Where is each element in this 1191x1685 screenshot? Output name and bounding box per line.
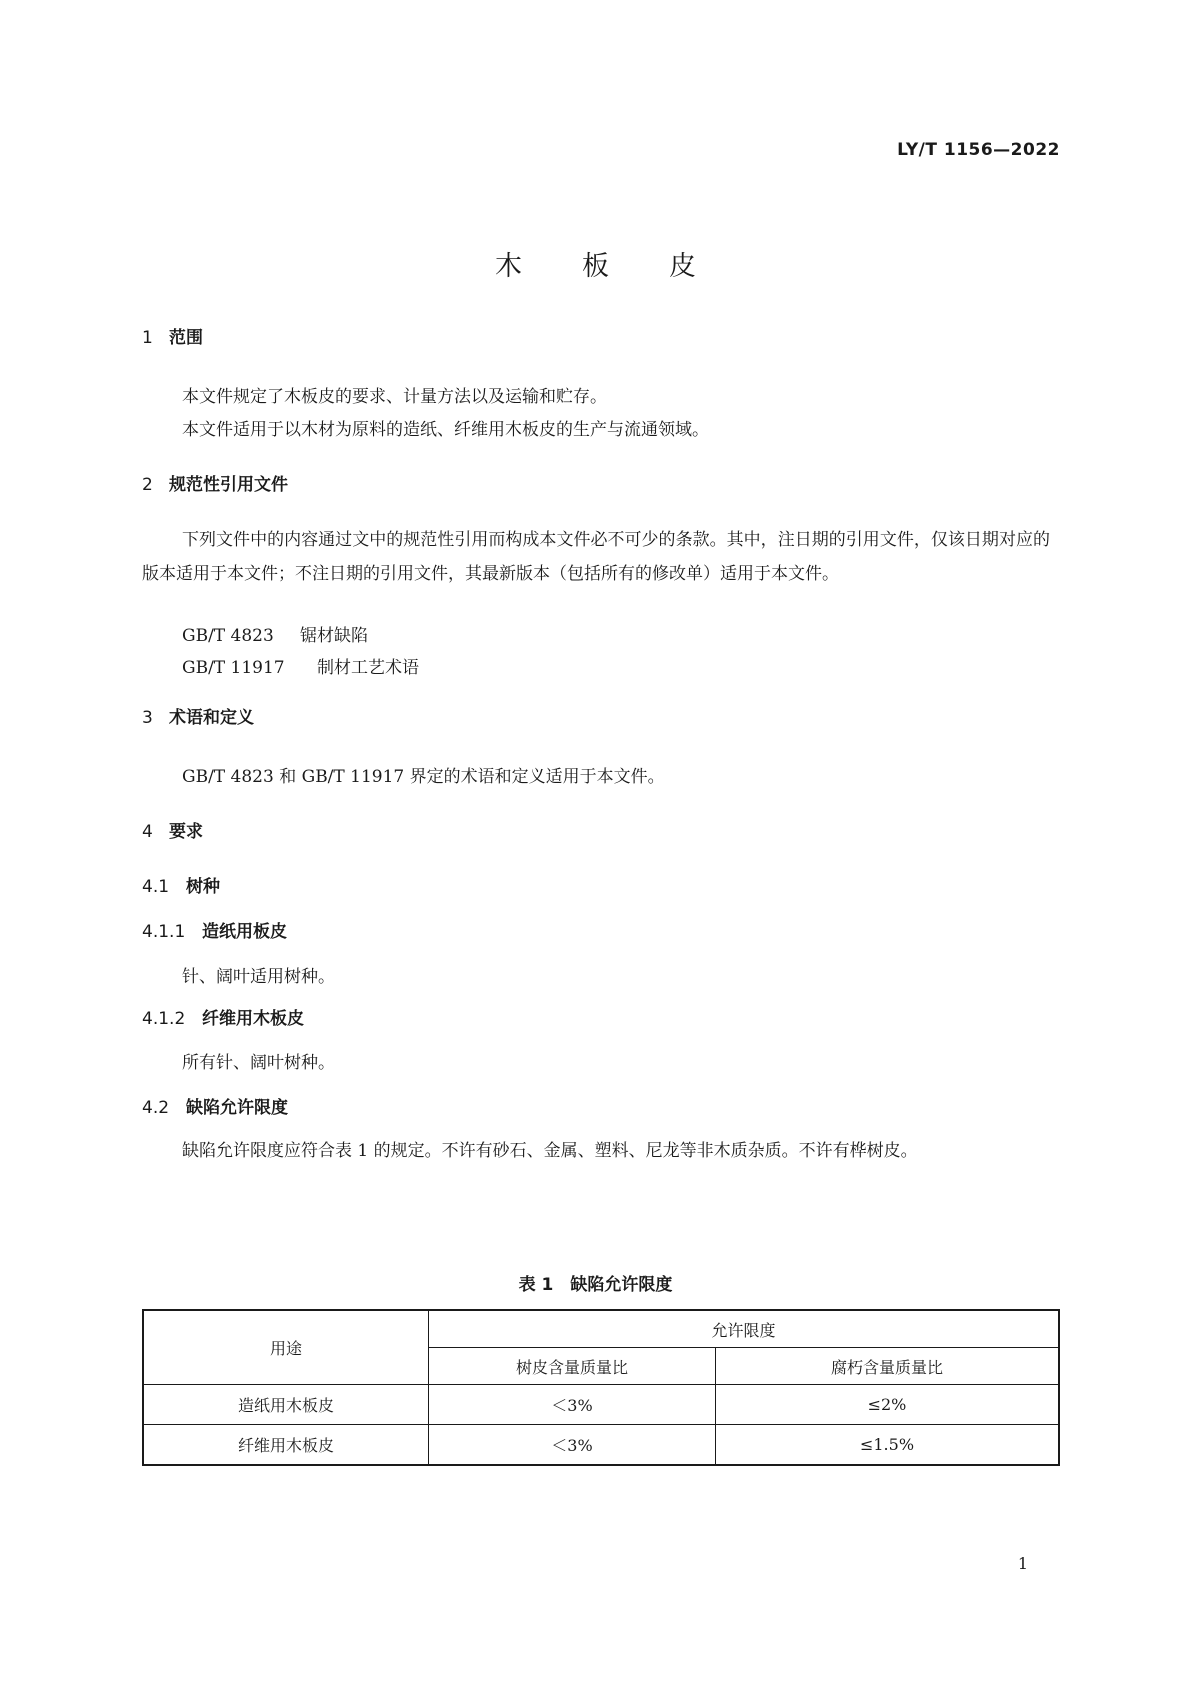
section-number: 2 bbox=[142, 475, 153, 495]
table-caption: 表 1 缺陷允许限度 bbox=[518, 1275, 673, 1295]
reference-code: GB/T 4823 bbox=[182, 626, 274, 646]
reference-name: 锯材缺陷 bbox=[300, 626, 368, 646]
header-rot: 腐朽含量质量比 bbox=[716, 1348, 1060, 1385]
cell-bark: ＜3% bbox=[429, 1385, 716, 1425]
section-2-heading bbox=[142, 470, 288, 495]
standard-code: LY/T 1156—2022 bbox=[897, 140, 1060, 160]
section-1-heading bbox=[142, 323, 203, 348]
paragraph: 本文件适用于以木材为原料的造纸、纤维用木板皮的生产与流通领域。 bbox=[182, 420, 709, 440]
section-number: 4 bbox=[142, 822, 153, 842]
section-title: 要求 bbox=[169, 822, 203, 842]
section-number: 4.2 bbox=[142, 1098, 170, 1118]
header-use: 用途 bbox=[143, 1310, 429, 1385]
page-number: 1 bbox=[1017, 1554, 1028, 1573]
section-number: 4.1.2 bbox=[142, 1009, 186, 1029]
section-3-heading bbox=[142, 703, 254, 728]
subsection-4-1-2-heading bbox=[142, 1004, 304, 1029]
section-title: 树种 bbox=[186, 877, 220, 897]
section-number: 4.1 bbox=[142, 877, 170, 897]
section-number: 3 bbox=[142, 708, 153, 728]
cell-rot: ≤2% bbox=[716, 1385, 1060, 1425]
header-limit: 允许限度 bbox=[429, 1310, 1060, 1348]
document-title bbox=[0, 244, 1191, 283]
header-bark: 树皮含量质量比 bbox=[429, 1348, 716, 1385]
cell-rot: ≤1.5% bbox=[716, 1425, 1060, 1466]
section-4-heading bbox=[142, 817, 203, 842]
paragraph: 本文件规定了木板皮的要求、计量方法以及运输和贮存。 bbox=[182, 387, 607, 407]
reference-item bbox=[182, 653, 419, 678]
section-number: 1 bbox=[142, 328, 153, 348]
paragraph: 缺陷允许限度应符合表 1 的规定。不许有砂石、金属、塑料、尼龙等非木质杂质。不许有桦树皮。 bbox=[182, 1141, 918, 1161]
reference-item bbox=[182, 621, 368, 646]
table-header-row bbox=[143, 1310, 1059, 1348]
reference-code: GB/T 11917 bbox=[182, 658, 285, 678]
cell-bark: ＜3% bbox=[429, 1425, 716, 1466]
defect-limits-table bbox=[142, 1309, 1060, 1466]
title-char: 板 bbox=[582, 251, 609, 282]
paragraph: 下列文件中的内容通过文中的规范性引用而构成本文件必不可少的条款。其中，注日期的引用文件，仅该日期对应的版本适用于本文件；不注日期的引用文件，其最新版本（包括所有的修改单）适用于本文件。 bbox=[142, 530, 1050, 584]
subsection-4-2-heading bbox=[142, 1093, 288, 1118]
table-row bbox=[143, 1425, 1059, 1466]
subsection-4-1-1-heading bbox=[142, 917, 287, 942]
reference-name: 制材工艺术语 bbox=[317, 658, 419, 678]
paragraph: GB/T 4823 和 GB/T 11917 界定的术语和定义适用于本文件。 bbox=[182, 767, 665, 787]
section-title: 范围 bbox=[169, 328, 203, 348]
section-number: 4.1.1 bbox=[142, 922, 186, 942]
cell-use: 造纸用木板皮 bbox=[143, 1385, 429, 1425]
title-char: 皮 bbox=[669, 251, 696, 282]
section-title: 造纸用板皮 bbox=[202, 922, 287, 942]
subsection-4-1-heading bbox=[142, 872, 220, 897]
section-title: 规范性引用文件 bbox=[169, 475, 288, 495]
section-title: 缺陷允许限度 bbox=[186, 1098, 288, 1118]
table-row bbox=[143, 1385, 1059, 1425]
section-title: 术语和定义 bbox=[169, 708, 254, 728]
paragraph: 所有针、阔叶树种。 bbox=[182, 1053, 335, 1073]
title-char: 木 bbox=[495, 251, 522, 282]
cell-use: 纤维用木板皮 bbox=[143, 1425, 429, 1466]
paragraph: 针、阔叶适用树种。 bbox=[182, 967, 335, 987]
section-title: 纤维用木板皮 bbox=[202, 1009, 304, 1029]
